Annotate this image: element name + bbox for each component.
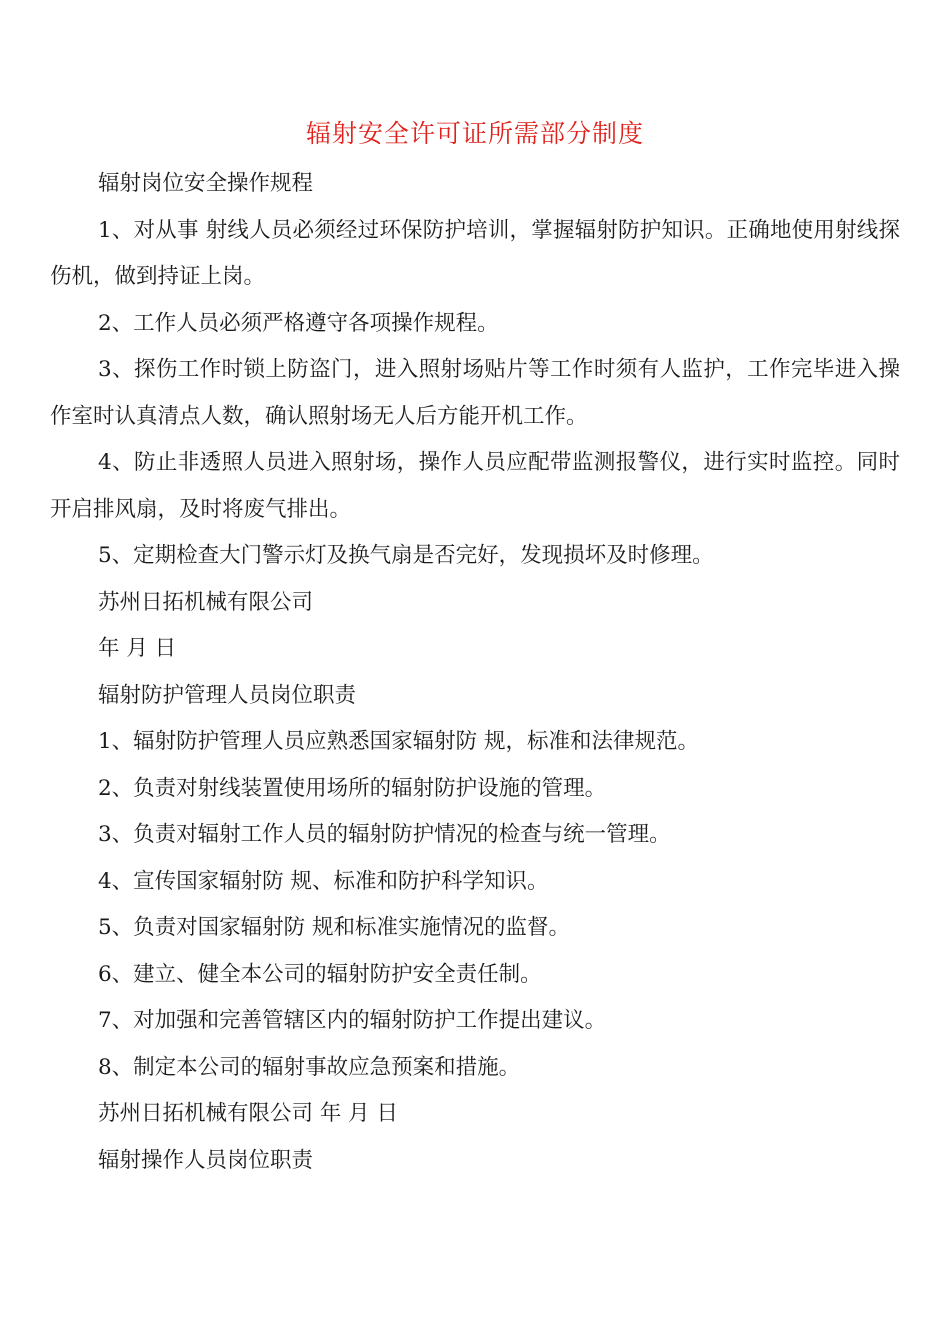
section-heading-operation-rules: 辐射岗位安全操作规程 <box>98 171 314 196</box>
paragraph-rule-2: 2、工作人员必须严格遵守各项操作规程。 <box>98 310 499 336</box>
section-heading-operator-duties: 辐射操作人员岗位职责 <box>98 1147 314 1173</box>
paragraph-rule-4: 4、防止非透照人员进入照射场，操作人员应配带监测报警仪，进行实时监控。同时开启排风扇，及时将废气排出。 <box>50 450 900 522</box>
paragraph-duty-3: 3、负责对辐射工作人员的辐射防护情况的检查与统一管理。 <box>98 822 671 847</box>
company-signature-with-date: 苏州日拓机械有限公司 年 月 日 <box>98 1101 399 1126</box>
date-line: 年 月 日 <box>98 636 177 661</box>
paragraph-duty-8: 8、制定本公司的辐射事故应急预案和措施。 <box>98 1054 521 1080</box>
paragraph-duty-6: 6、建立、健全本公司的辐射防护安全责任制。 <box>98 961 542 987</box>
paragraph-duty-2: 2、负责对射线装置使用场所的辐射防护设施的管理。 <box>98 775 607 801</box>
document-body <box>50 161 900 1184</box>
section-heading-management-duties: 辐射防护管理人员岗位职责 <box>98 682 357 708</box>
document-title: 辐射安全许可证所需部分制度 <box>305 119 644 148</box>
paragraph-rule-5: 5、定期检查大门警示灯及换气扇是否完好，发现损坏及时修理。 <box>98 543 714 568</box>
paragraph-duty-5: 5、负责对国家辐射防 规和标准实施情况的监督。 <box>98 915 571 940</box>
paragraph-rule-1: 1、对从事 射线人员必须经过环保防护培训，掌握辐射防护知识。正确地使用射线探伤机，做到持证上岗。 <box>50 217 900 289</box>
paragraph-rule-3: 3、探伤工作时锁上防盗门，进入照射场贴片等工作时须有人监护，工作完毕进入操作室时认真清点人数，确认照射场无人后方能开机工作。 <box>50 357 900 429</box>
paragraph-duty-1: 1、辐射防护管理人员应熟悉国家辐射防 规，标准和法律规范。 <box>98 729 700 754</box>
paragraph-duty-4: 4、宣传国家辐射防 规、标准和防护科学知识。 <box>98 868 549 894</box>
paragraph-duty-7: 7、对加强和完善管辖区内的辐射防护工作提出建议。 <box>98 1008 607 1033</box>
company-signature: 苏州日拓机械有限公司 <box>98 589 314 615</box>
